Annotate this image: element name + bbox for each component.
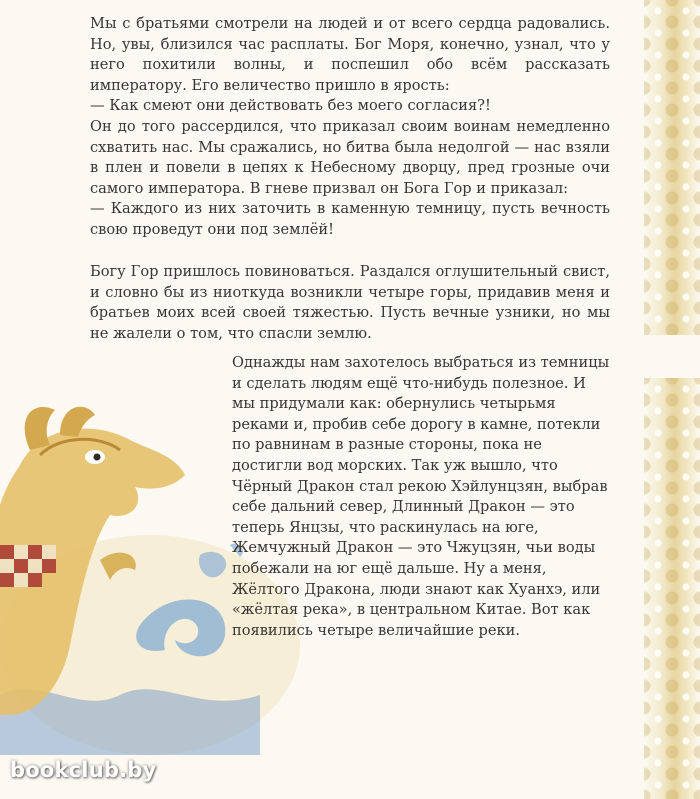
ornamental-border-bottom [644,378,700,799]
paragraph-3: Однажды нам захотелось выбраться из темницы и сделать людям ещё что-нибудь полезное. И мы придумали как: обернулись четырьмя реками и, пробив себе дорогу в камне, потекли по равнинам в разные стороны, пока не достигли вод морских. Так уж вышло, что Чёрный Дракон стал рекою Хэйлунцзян, выбрав себе дальний север, Длинный Дракон — это теперь Янцзы, что раскинулась на юге, Жемчужный Дракон — это Чжуцзян, чьи воды побежали на юг ещё дальше. Ну а меня, Жёлтого Дракона, люди знают как Хуанхэ, или «жёлтая река», в центральном Китае. Вот как появились четыре величайшие реки. [232,354,610,639]
site-watermark: bookclub.by [10,758,157,782]
ornamental-border-top [644,0,700,335]
ornamental-border-pattern-top [644,0,700,335]
ornamental-border-pattern-bottom [644,378,700,799]
paragraph-1: Мы с братьями смотрели на людей и от всего сердца радовались. Но, увы, близился час расплаты. Бог Моря, конечно, узнал, что у него похитили волны, и поспешил обо всём рассказать императору. Его величество пришло в ярость: — Как смеют они действовать без моего согласия?! Он до того рассердился, что приказал своим воинам немедленно схватить нас. Мы сражались, но битва была недолгой — нас взяли в плен и повели в цепях к Небесному дворцу, пред грозные очи самого императора. В гневе призвал он Бога Гор и приказал: — Каждого из них заточить в каменную темницу, пусть вечность свою проведут они под землёй! [90,15,610,238]
paragraph-2: Богу Гор пришлось повиноваться. Раздался оглушительный свист, и словно бы из ниоткуда возникли четыре горы, придавив меня и братьев моих всей своей тяжестью. Пусть вечные узники, но мы не жалели о том, что спасли землю. [90,263,610,342]
